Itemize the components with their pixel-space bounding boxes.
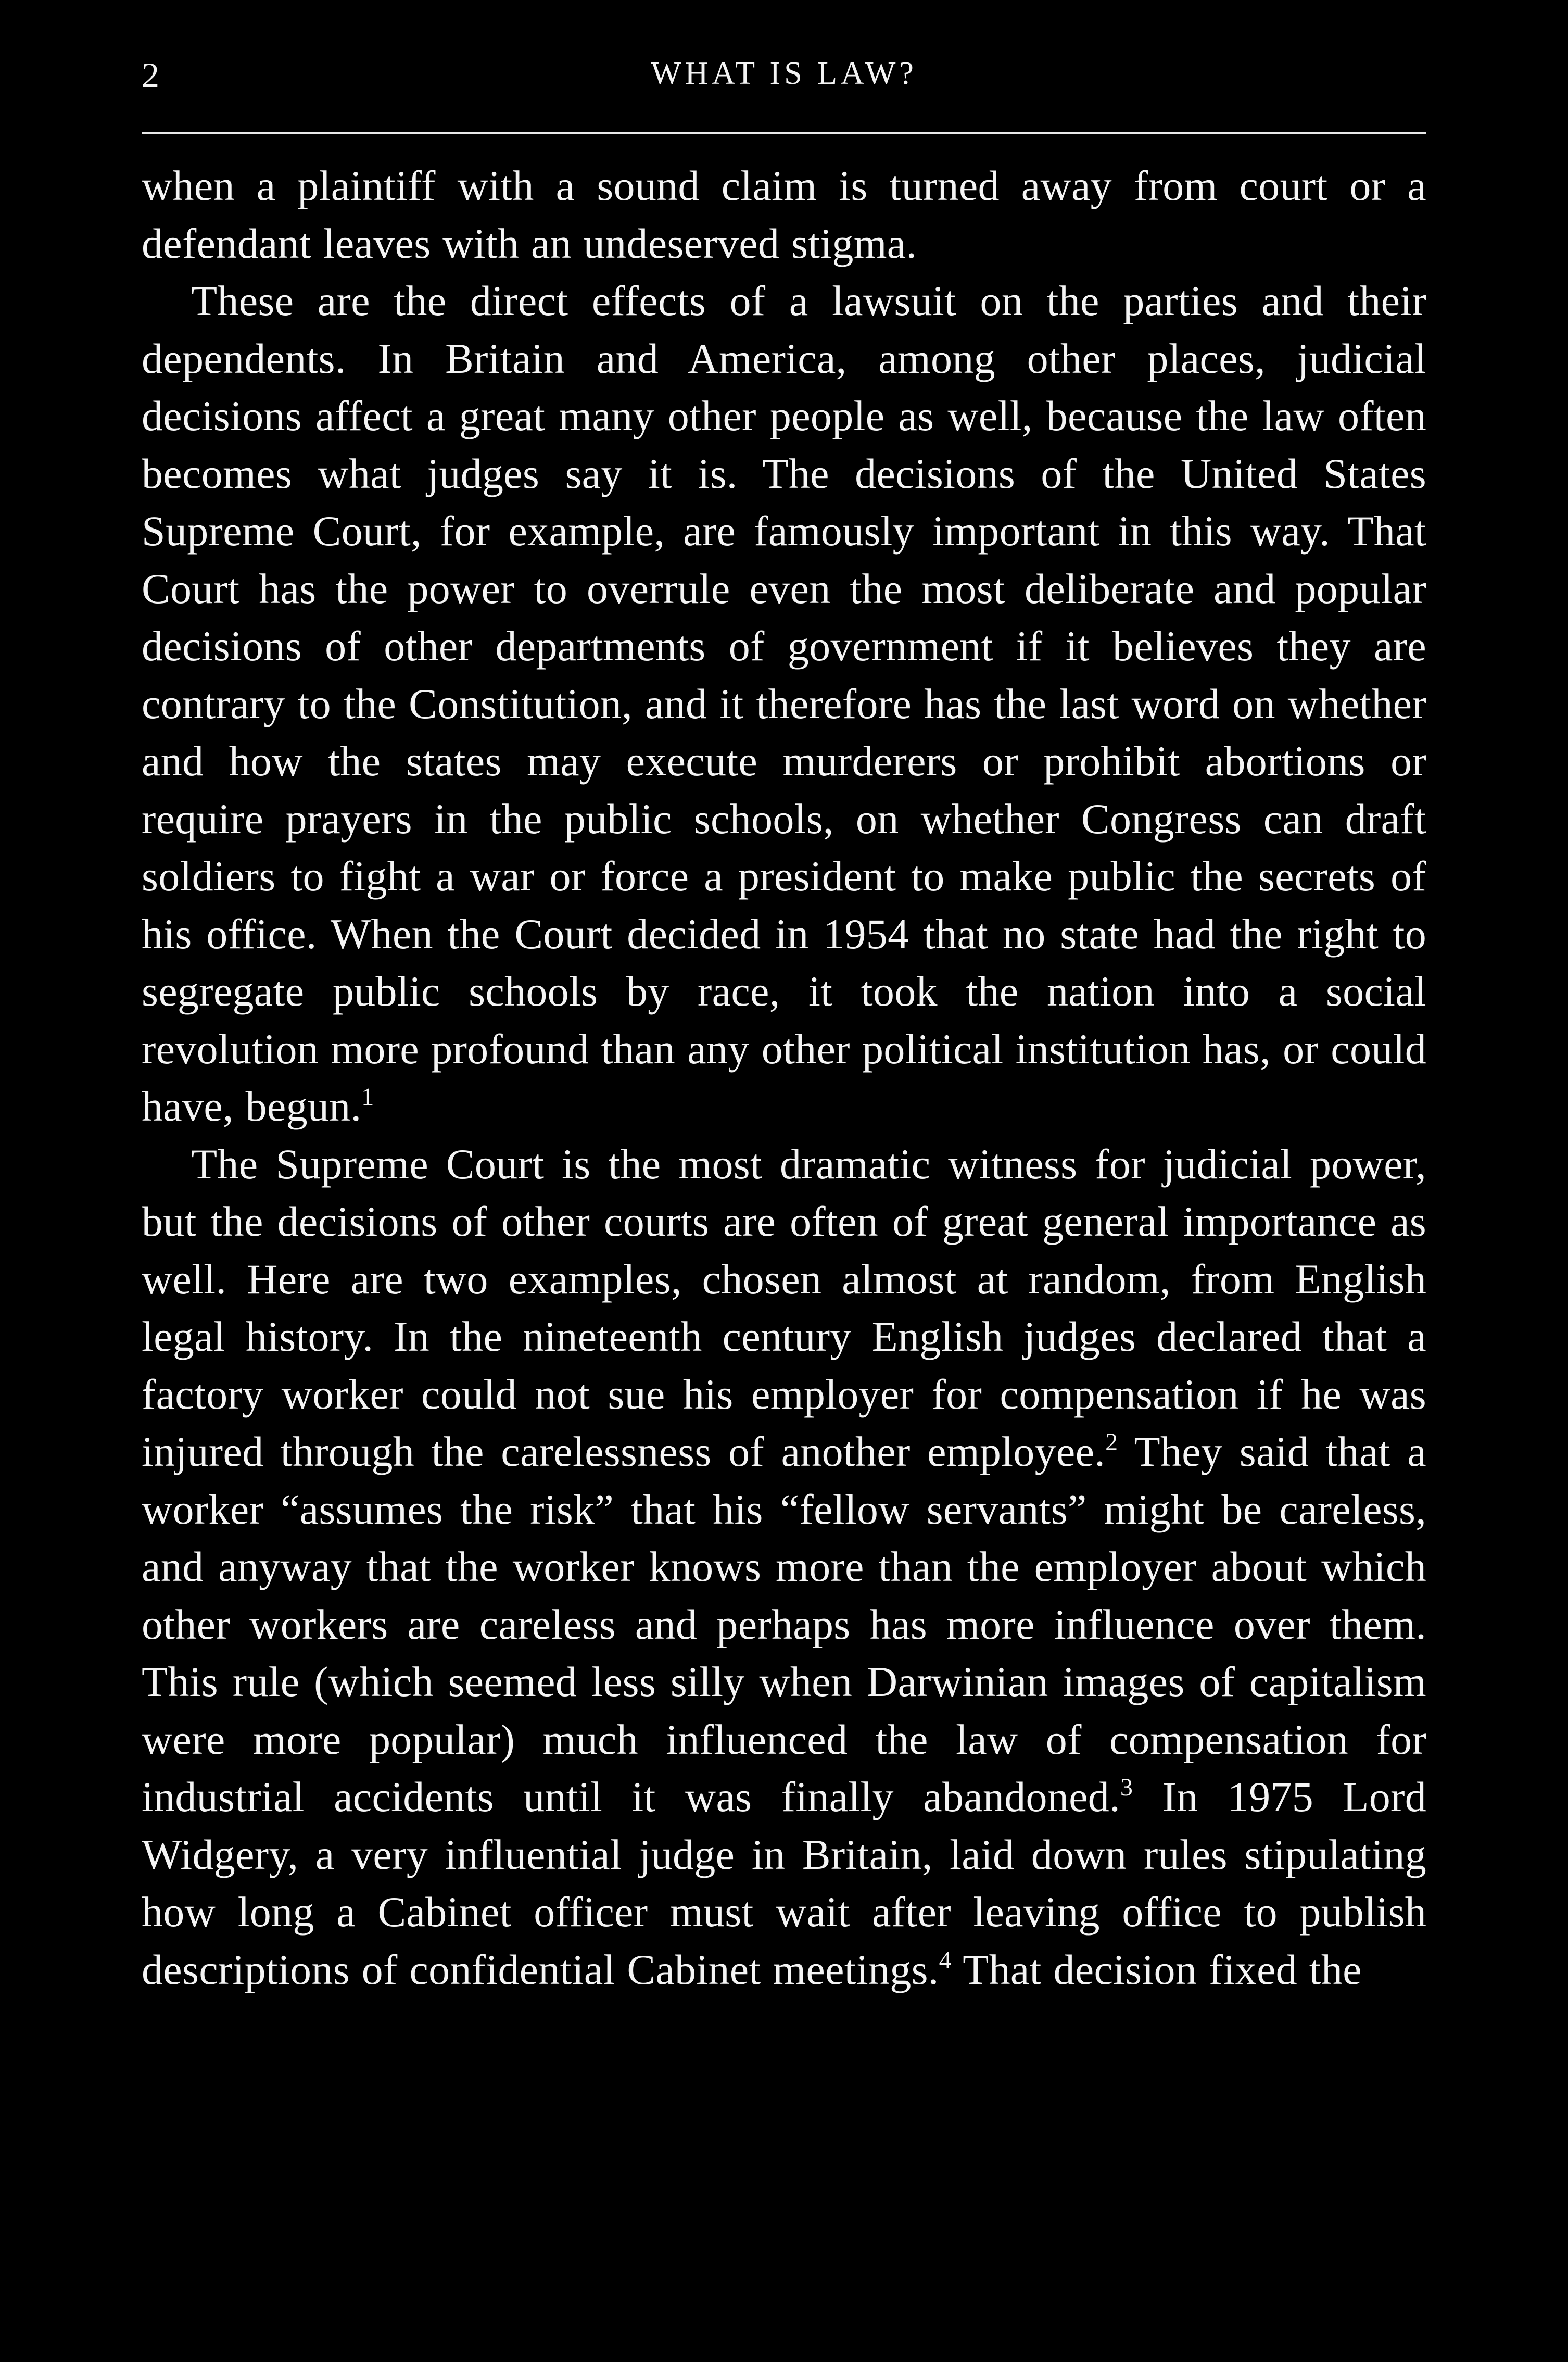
paragraph-text: They said that a worker “assumes the risk” that his “fellow servants” might be careless, and anyway that the worker knows more than the employer about which other workers are careless and perhaps has more influence over them. This rule (which seemed less silly when Darwinian images of capitalism were more popular) much influenced the law of compensation for industrial accidents until it was finally abandoned. bbox=[142, 1428, 1426, 1820]
footnote-marker[interactable]: 4 bbox=[939, 1946, 952, 1974]
paragraph bbox=[142, 1136, 1426, 1999]
book-page bbox=[142, 57, 1426, 1999]
footnote-marker[interactable]: 1 bbox=[361, 1083, 374, 1111]
footnote-marker[interactable]: 3 bbox=[1120, 1774, 1133, 1801]
paragraph-text: That decision fixed the bbox=[951, 1945, 1362, 1993]
paragraph-text: when a plaintiff with a sound claim is turned away from court or a defendant leaves with an undeserved stigma. bbox=[142, 162, 1426, 267]
paragraph-text: The Supreme Court is the most dramatic witness for judicial power, but the decisions of other courts are often of great general importance as well. Here are two examples, chosen almost at random, from English legal history. In the nineteenth century English judges declared that a factory worker could not sue his employer for compensation if he was injured through the carelessness of another employee. bbox=[142, 1140, 1426, 1475]
footnote-marker[interactable]: 2 bbox=[1105, 1428, 1118, 1456]
paragraph bbox=[142, 272, 1426, 1136]
paragraph-text: These are the direct effects of a lawsuit on the parties and their dependents. In Britain and America, among other places, judicial decisions affect a great many other people as well, because the law often becomes what judges say it is. The decisions of the United States Supreme Court, for example, are famously important in this way. That Court has the power to overrule even the most deliberate and popular decisions of other departments of government if it believes they are contrary to the Constitution, and it therefore has the last word on whether and how the states may execute murderers or prohibit abortions or require prayers in the public schools, on whether Congress can draft soldiers to fight a war or force a president to make public the secrets of his office. When the Court decided in 1954 that no state had the right to segregate public schools by race, it took the nation into a social revolution more profound than any other political institution has, or could have, begun. bbox=[142, 277, 1426, 1130]
paragraph-text: In 1975 Lord Widgery, a very influential judge in Britain, laid down rules stipulating how long a Cabinet officer must wait after leaving office to publish descriptions of confidential Cabinet meetings. bbox=[142, 1773, 1426, 1993]
running-head: WHAT IS LAW? bbox=[651, 56, 917, 91]
header-rule bbox=[142, 132, 1426, 134]
page-header bbox=[142, 57, 1426, 104]
body-text bbox=[142, 157, 1426, 1999]
page-number: 2 bbox=[142, 55, 159, 95]
paragraph bbox=[142, 157, 1426, 272]
